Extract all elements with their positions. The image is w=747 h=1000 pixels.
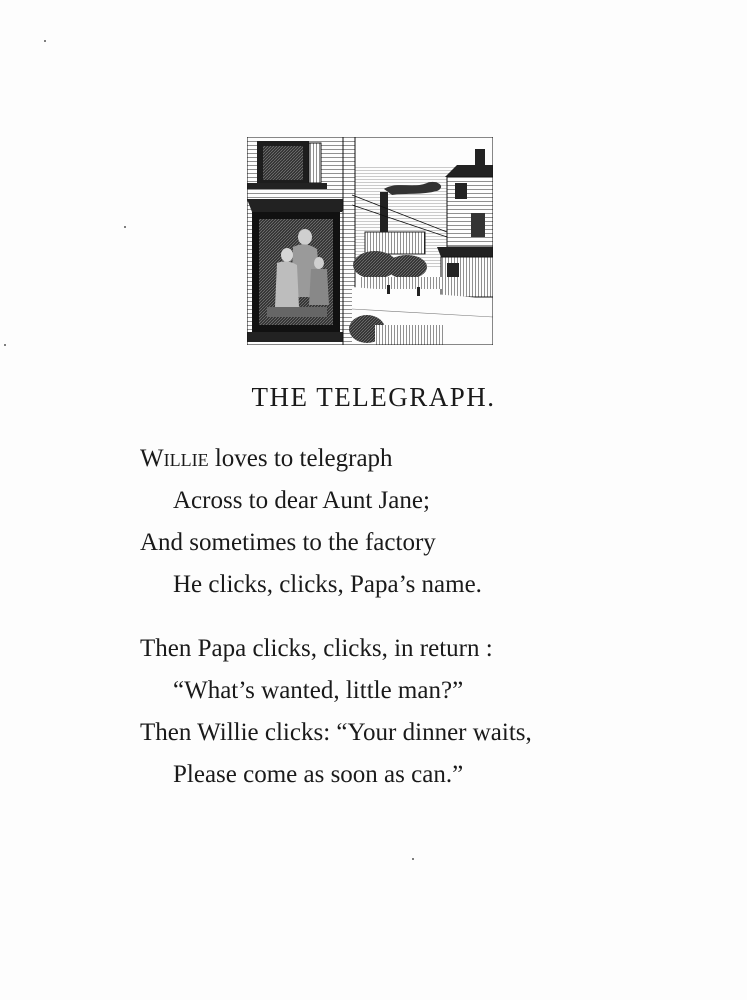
- stanza-1-line-3: And sometimes to the factory: [140, 529, 436, 556]
- drop-name-willie: Willie: [140, 445, 209, 472]
- page-speck: [4, 344, 6, 346]
- stanza-2-line-1: Then Papa clicks, clicks, in return :: [140, 635, 493, 662]
- page-speck: [412, 858, 414, 860]
- line-1-rest: loves to telegraph: [208, 445, 393, 472]
- stanza-1: [140, 438, 740, 606]
- woodcut-illustration-icon: [247, 137, 493, 345]
- page-speck: [44, 40, 46, 42]
- stanza-1-line-4: He clicks, clicks, Papa’s name.: [173, 571, 482, 598]
- stanza-2-line-3: Then Willie clicks: “Your dinner waits,: [140, 719, 532, 746]
- page-speck: [124, 226, 126, 228]
- stanza-1-line-2: Across to dear Aunt Jane;: [173, 487, 430, 514]
- stanza-1-line-1: [140, 438, 740, 480]
- stanza-2-line-4: Please come as soon as can.”: [173, 761, 464, 788]
- stanza-2-line-2: “What’s wanted, little man?”: [173, 677, 464, 704]
- poem-title: THE TELEGRAPH.: [251, 382, 496, 412]
- stanza-2: [140, 628, 740, 796]
